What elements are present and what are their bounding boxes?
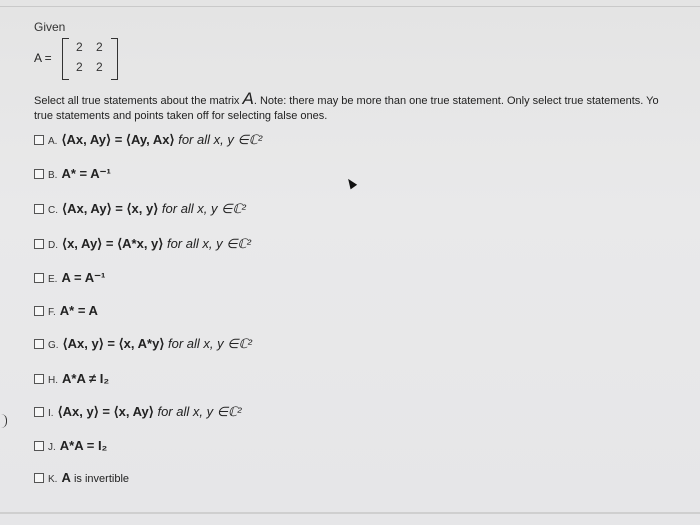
option-c[interactable]: C. ⟨Ax, Ay⟩ = ⟨x, y⟩ for all x, y ∈ℂ² [34,201,246,217]
checkbox-c[interactable] [34,204,44,214]
matrix-symbol: A [242,89,254,108]
checkbox-a[interactable] [34,135,44,145]
instructions-line2: true statements and points taken off for selecting false ones. [34,110,328,122]
matrix-cell: 2 [96,60,103,74]
option-j[interactable]: J. A*A = I₂ [34,438,107,453]
option-b[interactable]: B. A* = A⁻¹ [34,166,111,182]
option-g[interactable]: G. ⟨Ax, y⟩ = ⟨x, A*y⟩ for all x, y ∈ℂ² [34,336,252,352]
option-e[interactable]: E. A = A⁻¹ [34,270,105,286]
option-a-statement: ⟨Ax, Ay⟩ = ⟨Ay, Ax⟩ for all x, y ∈ℂ² [61,132,263,147]
option-a[interactable]: A. ⟨Ax, Ay⟩ = ⟨Ay, Ax⟩ for all x, y ∈ℂ² [34,132,262,148]
top-divider [0,6,700,7]
option-h-statement: A*A ≠ I₂ [62,371,110,386]
option-f[interactable]: F. A* = A [34,303,98,318]
option-h[interactable]: H. A*A ≠ I₂ [34,371,109,386]
matrix-label: A = [34,51,52,65]
left-edge-mark [0,414,7,428]
checkbox-f[interactable] [34,306,44,316]
option-i[interactable]: I. ⟨Ax, y⟩ = ⟨x, Ay⟩ for all x, y ∈ℂ² [34,404,241,420]
matrix-right-bracket [111,38,118,80]
checkbox-h[interactable] [34,374,44,384]
checkbox-i[interactable] [34,407,44,417]
checkbox-g[interactable] [34,339,44,349]
option-e-statement: A = A⁻¹ [61,270,106,285]
matrix-A [62,38,118,80]
bottom-divider [0,512,700,514]
option-j-statement: A*A = I₂ [59,438,108,453]
matrix-cell: 2 [96,40,103,54]
matrix-cell: 2 [76,40,83,54]
matrix-cell: 2 [76,60,83,74]
instructions [34,90,659,110]
checkbox-d[interactable] [34,239,44,249]
checkbox-k[interactable] [34,473,44,483]
instructions-suffix: . Note: there may be more than one true statement. Only select true statements. Yo [253,95,659,107]
checkbox-j[interactable] [34,441,44,451]
option-k-statement: A is invertible [61,470,130,485]
checkbox-e[interactable] [34,273,44,283]
option-f-statement: A* = A [59,303,98,318]
option-g-statement: ⟨Ax, y⟩ = ⟨x, A*y⟩ for all x, y ∈ℂ² [62,336,252,351]
option-c-statement: ⟨Ax, Ay⟩ = ⟨x, y⟩ for all x, y ∈ℂ² [62,201,246,216]
instructions-prefix: Select all true statements about the matrix [34,95,240,107]
option-i-statement: ⟨Ax, y⟩ = ⟨x, Ay⟩ for all x, y ∈ℂ² [57,404,242,419]
mouse-cursor-icon [345,177,357,190]
matrix-left-bracket [62,38,69,80]
checkbox-b[interactable] [34,169,44,179]
option-b-statement: A* = A⁻¹ [61,166,111,181]
option-k[interactable]: K. A is invertible [34,470,129,485]
option-d-statement: ⟨x, Ay⟩ = ⟨A*x, y⟩ for all x, y ∈ℂ² [62,236,251,251]
option-d[interactable]: D. ⟨x, Ay⟩ = ⟨A*x, y⟩ for all x, y ∈ℂ² [34,236,251,252]
given-label: Given [34,20,66,34]
